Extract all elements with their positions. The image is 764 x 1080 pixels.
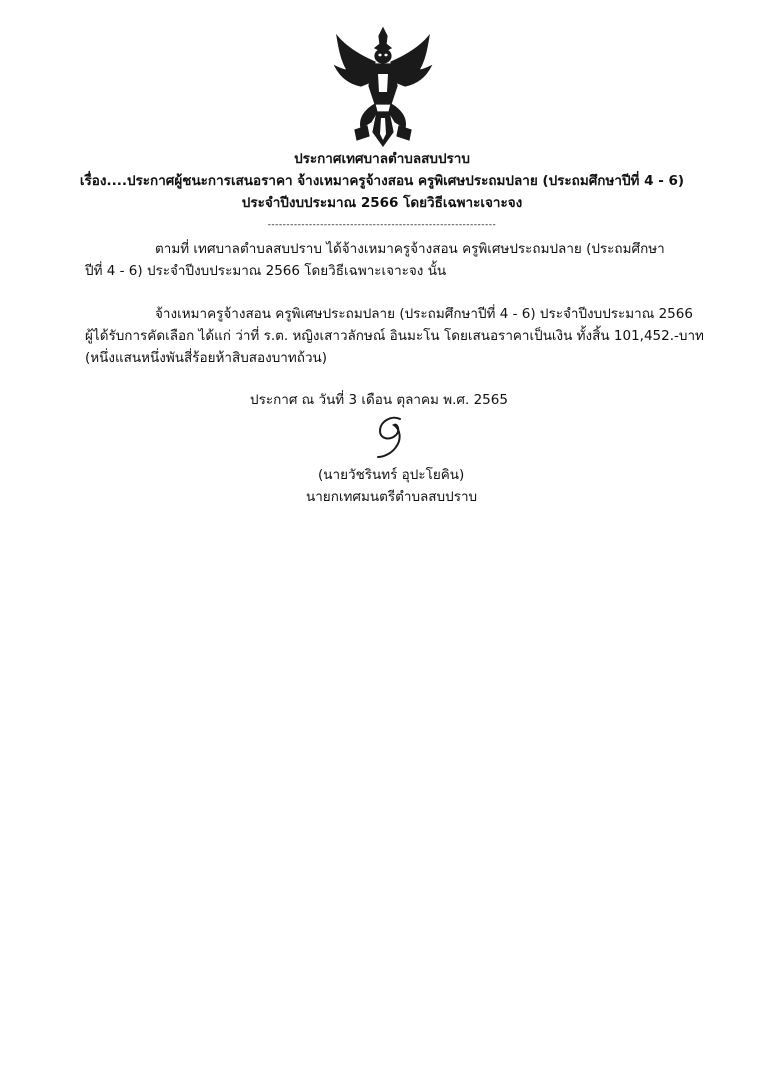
- paragraph-1-line-1: ตามที่ เทศบาลตำบลสบปราบ ได้จ้างเหมาครูจ้างสอน ครูพิเศษประถมปลาย (ประถมศึกษา: [155, 241, 665, 257]
- paragraph-2-line-2: ผู้ได้รับการคัดเลือก ได้แก่ ว่าที่ ร.ต. หญิงเสาวลักษณ์ อินมะโน โดยเสนอราคาเป็นเงิน ทั้งสิ้น 101,452.-บาท: [85, 328, 704, 344]
- header-divider: -------------------------------------------------------------: [267, 220, 497, 230]
- paragraph-2-line-1: จ้างเหมาครูจ้างสอน ครูพิเศษประถมปลาย (ประถมศึกษาปีที่ 4 - 6) ประจำปีงบประมาณ 2566: [155, 306, 693, 322]
- signer-name: (นายวัชรินทร์ อุปะโยคิน): [318, 467, 465, 483]
- garuda-emblem-icon: [331, 26, 435, 148]
- organization-title: ประกาศเทศบาลตำบลสบปราบ: [294, 151, 470, 167]
- signature-icon: [370, 413, 414, 461]
- paragraph-1-line-2: ปีที่ 4 - 6) ประจำปีงบประมาณ 2566 โดยวิธีเฉพาะเจาะจง นั้น: [85, 263, 447, 279]
- paragraph-2-line-3: (หนึ่งแสนหนึ่งพันสี่ร้อยห้าสิบสองบาทถ้วน): [85, 350, 328, 366]
- subject-line-1: เรื่อง....ประกาศผู้ชนะการเสนอราคา จ้างเหมาครูจ้างสอน ครูพิเศษประถมปลาย (ประถมศึกษาปีที่ 4 - 6): [79, 173, 685, 189]
- announcement-date: ประกาศ ณ วันที่ 3 เดือน ตุลาคม พ.ศ. 2565: [250, 392, 508, 408]
- signer-title: นายกเทศมนตรีตำบลสบปราบ: [306, 489, 478, 505]
- subject-line-2: ประจำปีงบประมาณ 2566 โดยวิธีเฉพาะเจาะจง: [241, 195, 523, 211]
